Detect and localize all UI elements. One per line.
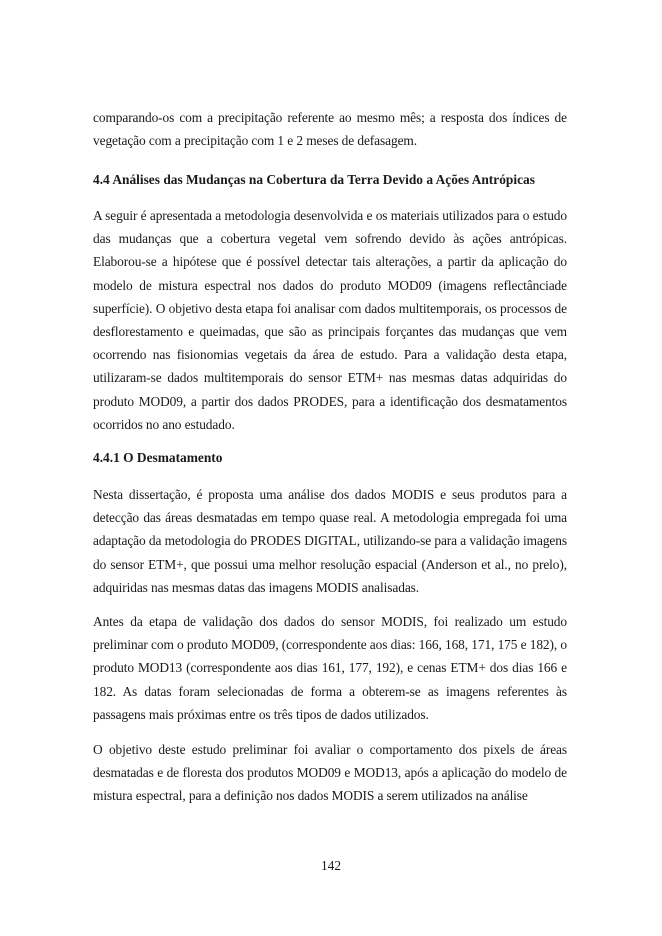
section-heading-4-4: 4.4 Análises das Mudanças na Cobertura da Terra Devido a Ações Antrópicas [93, 172, 535, 187]
paragraph-modis-analysis: Nesta dissertação, é proposta uma análise dos dados MODIS e seus produtos para a detecção das áreas desmatadas em tempo quase real. A metodologia empregada foi uma adaptação da metodologia do PRODES DIGITAL, utilizando-se para a validação imagens do sensor ETM+, que possui uma melhor resolução espacial (Anderson et al., no prelo), adquiridas nas mesmas datas das imagens MODIS analisadas. [93, 487, 567, 595]
page-number: 142 [320, 858, 342, 873]
paragraph-continuation: comparando-os com a precipitação referente ao mesmo mês; a resposta dos índices de vegetação com a precipitação com 1 e 2 meses de defasagem. [93, 110, 567, 149]
paragraph-methodology-intro: A seguir é apresentada a metodologia desenvolvida e os materiais utilizados para o estudo das mudanças que a cobertura vegetal vem sofrendo devido às ações antrópicas. Elaborou-se a hipótese que é possível detectar tais alterações, a partir da aplicação do modelo de mistura espectral nos dados do produto MOD09 (imagens reflectânciade superfície). O objetivo desta etapa foi analisar com dados multitemporais, os processos de desflorestamento e queimadas, que são as principais forçantes das mudanças que vem ocorrendo nas fisionomias vegetais da área de estudo. Para a validação desta etapa, utilizaram-se dados multitemporais do sensor ETM+ nas mesmas datas adquiridas do produto MOD09, a partir dos dados PRODES, para a identificação dos desmatamentos ocorridos no ano estudado. [93, 208, 567, 432]
paragraph-study-objective: O objetivo deste estudo preliminar foi avaliar o comportamento dos pixels de áreas desmatadas e de floresta dos produtos MOD09 e MOD13, após a aplicação do modelo de mistura espectral, para a definição nos dados MODIS a serem utilizados na análise [93, 742, 567, 804]
paragraph-preliminary-study: Antes da etapa de validação dos dados do sensor MODIS, foi realizado um estudo preliminar com o produto MOD09, (correspondente aos dias: 166, 168, 171, 175 e 182), o produto MOD13 (correspondente aos dias 161, 177, 192), e cenas ETM+ dos dias 166 e 182. As datas foram selecionadas de forma a obterem-se as imagens referentes às passagens mais próximas entre os três tipos de dados utilizados. [93, 614, 567, 722]
subsection-heading-4-4-1: 4.4.1 O Desmatamento [93, 450, 223, 465]
